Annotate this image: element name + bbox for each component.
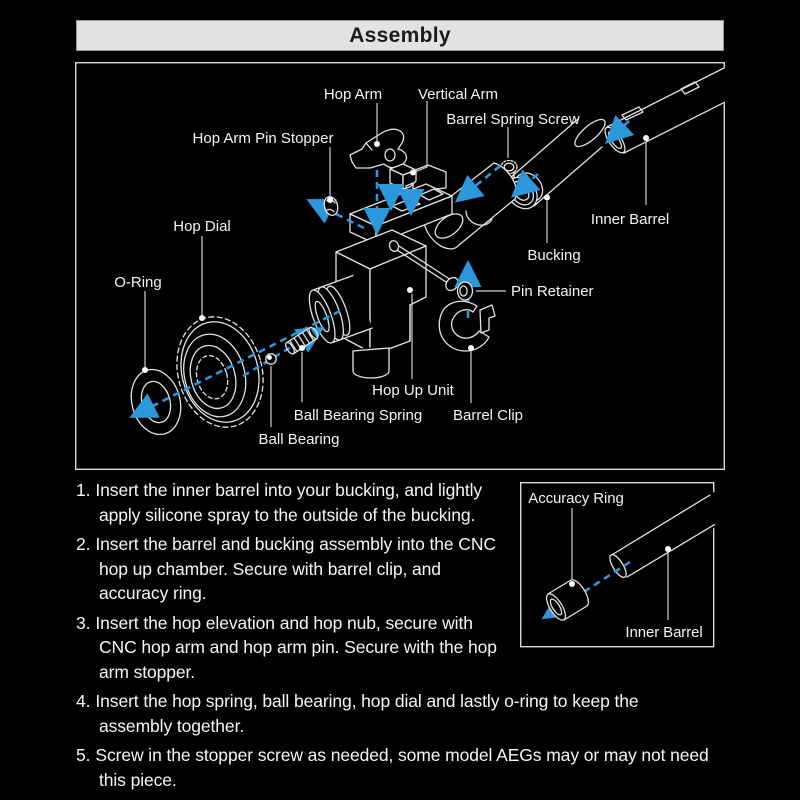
label-ball-bearing: Ball Bearing (258, 431, 340, 448)
step-number: 2. (76, 534, 91, 554)
label-o-ring: O-Ring (114, 274, 162, 291)
accuracy-ring-inset (519, 481, 715, 649)
label-inner-barrel: Inner Barrel (590, 211, 670, 228)
step-number: 1. (76, 480, 91, 500)
label-bucking: Bucking (527, 247, 581, 264)
label-vertical-arm: Vertical Arm (417, 86, 499, 103)
step-text: Insert the hop spring, ball bearing, hop dial and lastly o-ring to keep the assembly together. (95, 691, 639, 736)
label-barrel-clip: Barrel Clip (452, 407, 524, 424)
label-barrel-spring-screw: Barrel Spring Screw (446, 111, 580, 128)
step-number: 5. (76, 745, 91, 765)
step-text: Insert the hop elevation and hop nub, secure with CNC hop arm and hop arm pin. Secure with the hop arm stopper. (95, 612, 497, 682)
step-text: Insert the barrel and bucking assembly into the CNC hop up chamber. Secure with barrel clip, and accuracy ring. (95, 534, 496, 603)
inset-accuracy-ring-part (543, 577, 592, 623)
label-hop-up-unit: Hop Up Unit (372, 382, 454, 399)
label-hop-arm: Hop Arm (323, 86, 383, 103)
label-pin-retainer: Pin Retainer (511, 283, 594, 300)
step-text: Insert the inner barrel into your bucking, and lightly apply silicone spray to the outside of the bucking. (95, 480, 483, 525)
instruction-step-5 (76, 743, 715, 792)
hop-arm-part (350, 129, 406, 168)
page-title: Assembly (349, 23, 451, 47)
step-number: 4. (76, 691, 91, 711)
inset-label-inner-barrel: Inner Barrel (625, 624, 703, 641)
ball-bearing-part (266, 354, 276, 364)
label-hop-dial: Hop Dial (173, 218, 231, 235)
pin-retainer-part (458, 282, 473, 300)
instruction-step-4 (76, 689, 715, 738)
instructions-section (0, 478, 800, 797)
inset-label-accuracy-ring: Accuracy Ring (528, 490, 624, 507)
label-hop-arm-pin-stopper: Hop Arm Pin Stopper (192, 130, 334, 147)
label-ball-bearing-spring: Ball Bearing Spring (293, 407, 423, 424)
step-number: 3. (76, 612, 91, 633)
accuracy-ring-diagram (519, 481, 715, 649)
inner-barrel-part (601, 62, 725, 156)
title-banner (76, 20, 724, 51)
barrel-clip-part (439, 301, 495, 351)
exploded-assembly-diagram (75, 62, 725, 470)
step-text: Screw in the stopper screw as needed, some model AEGs may or may not need this piece. (95, 745, 709, 790)
